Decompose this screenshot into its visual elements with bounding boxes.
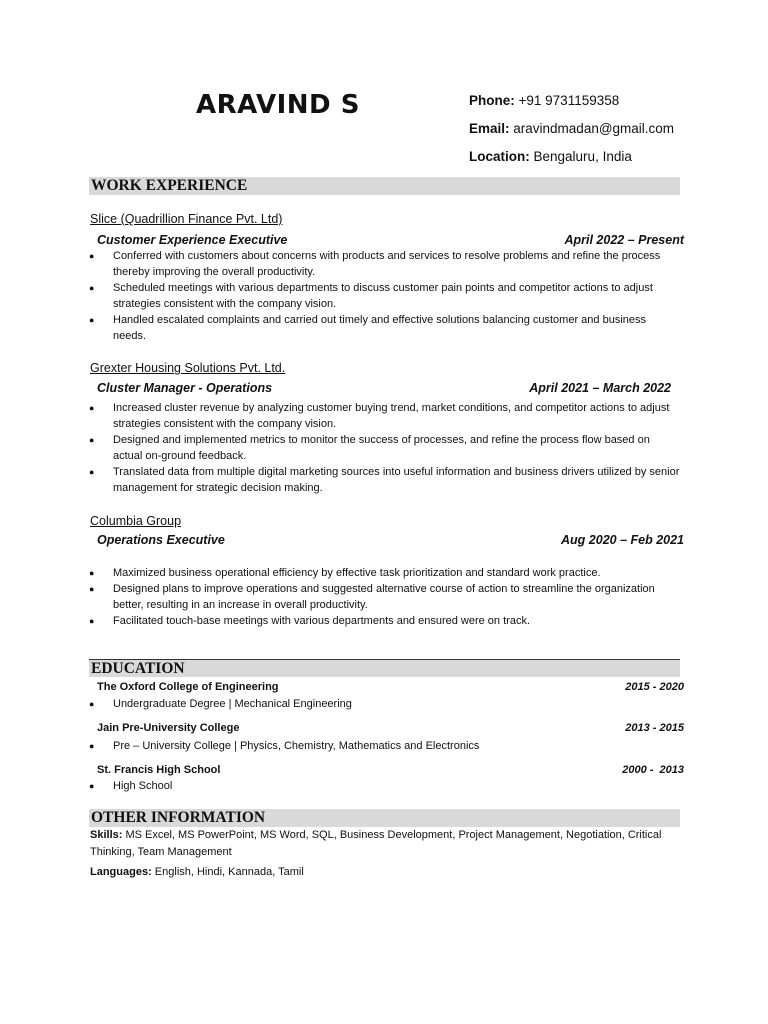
- other-information-heading: OTHER INFORMATION: [89, 809, 680, 827]
- school-dates: 2013 - 2015: [625, 722, 684, 734]
- bullet-item: ● Scheduled meetings with various departments to discuss customer pain points and competitor actions to adjust strategies consistent with the company vision.: [89, 280, 681, 312]
- languages-value: English, Hindi, Kannada, Tamil: [154, 866, 304, 878]
- bullet-item: ● High School: [89, 778, 681, 794]
- school-details: [89, 738, 681, 754]
- education-heading: EDUCATION: [89, 659, 680, 677]
- bullet-item: ● Pre – University College | Physics, Chemistry, Mathematics and Electronics: [89, 738, 681, 754]
- bullet-item: ● Translated data from multiple digital marketing sources into useful information and business drivers utilized by senior management for strategic decision making.: [89, 464, 681, 496]
- location-line: [469, 149, 632, 164]
- job-company: Slice (Quadrillion Finance Pvt. Ltd): [90, 212, 283, 226]
- job-dates: Aug 2020 – Feb 2021: [561, 533, 684, 547]
- skills-label: Skills:: [90, 829, 123, 841]
- skills-value: MS Excel, MS PowerPoint, MS Word, SQL, Business Development, Project Management, Negotiation, Critical Thinking, Team Management: [90, 829, 662, 858]
- school-details: [89, 778, 681, 794]
- job-bullets: [89, 248, 681, 344]
- bullet-item: ● Designed and implemented metrics to monitor the success of processes, and refine the process flow based on actual on-ground feedback.: [89, 432, 681, 464]
- work-experience-heading: WORK EXPERIENCE: [89, 177, 680, 195]
- job-role: Cluster Manager - Operations: [97, 381, 273, 395]
- phone-label: Phone:: [469, 93, 515, 108]
- bullet-item: ● Facilitated touch-base meetings with various departments and ensured were on track.: [89, 613, 681, 629]
- bullet-item: ● Conferred with customers about concerns with products and services to resolve problems and refine the process thereby improving the overall productivity.: [89, 248, 681, 280]
- job-bullets: [89, 400, 681, 496]
- languages-label: Languages:: [90, 866, 152, 878]
- school-dates: 2000 - 2013: [622, 764, 684, 776]
- location-label: Location:: [469, 149, 530, 164]
- email-line: [469, 121, 674, 136]
- bullet-item: ● Increased cluster revenue by analyzing customer buying trend, market conditions, and competitor actions to adjust strategies consistent with the company vision.: [89, 400, 681, 432]
- languages-line: [90, 864, 690, 881]
- phone-line: [469, 93, 619, 108]
- school-details: [89, 696, 681, 712]
- bullet-item: ● Designed plans to improve operations and suggested alternative course of action to streamline the organization better, resulting in an increase in overall productivity.: [89, 581, 681, 613]
- bullet-item: ● Undergraduate Degree | Mechanical Engineering: [89, 696, 681, 712]
- job-company: Grexter Housing Solutions Pvt. Ltd.: [90, 361, 286, 375]
- school-name: The Oxford College of Engineering: [97, 681, 279, 693]
- job-bullets: [89, 565, 681, 629]
- school-name: Jain Pre-University College: [97, 722, 240, 734]
- job-dates: April 2022 – Present: [564, 233, 684, 247]
- bullet-item: ● Handled escalated complaints and carried out timely and effective solutions balancing customer and business needs.: [89, 312, 681, 344]
- job-company: Columbia Group: [90, 514, 182, 528]
- candidate-name: ARAVIND S: [196, 90, 360, 120]
- job-role: Operations Executive: [97, 533, 225, 547]
- bullet-item: ● Maximized business operational efficiency by effective task prioritization and standard work practice.: [89, 565, 681, 581]
- location-value: Bengaluru, India: [533, 149, 632, 164]
- school-name: St. Francis High School: [97, 764, 221, 776]
- phone-value: +91 9731159358: [518, 93, 620, 108]
- school-dates: 2015 - 2020: [625, 681, 684, 693]
- email-label: Email:: [469, 121, 510, 136]
- skills-line: [90, 827, 690, 860]
- job-role: Customer Experience Executive: [97, 233, 288, 247]
- email-value: aravindmadan@gmail.com: [513, 121, 675, 136]
- job-dates: April 2021 – March 2022: [529, 381, 671, 395]
